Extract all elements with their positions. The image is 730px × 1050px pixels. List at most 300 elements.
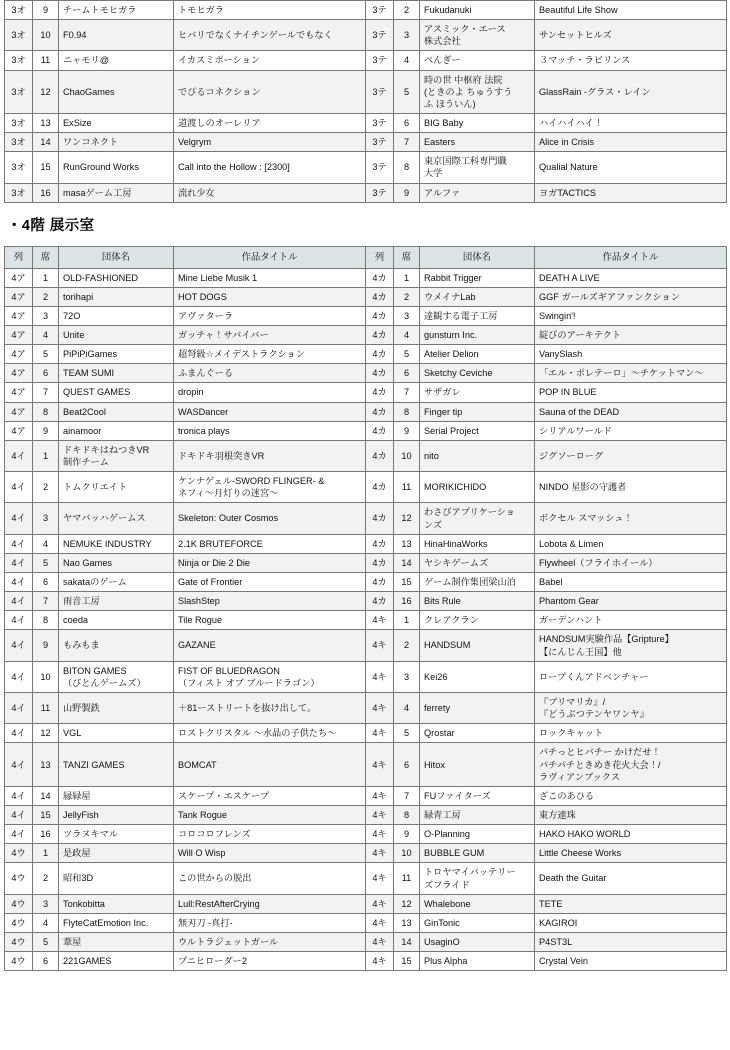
column-header-org-right: 団体名: [420, 247, 535, 268]
cell-org-left: Beat2Cool: [59, 402, 174, 421]
table-row: [5, 825, 727, 844]
cell-seat-right: 9: [394, 825, 420, 844]
cell-row-left: 4イ: [5, 805, 33, 824]
cell-title-left: アヴァターラ: [174, 306, 366, 325]
cell-org-left: トムクリエイト: [59, 472, 174, 503]
cell-org-left: NEMUKE INDUSTRY: [59, 534, 174, 553]
cell-row-left: 4イ: [5, 572, 33, 591]
cell-org-right: クレアクラン: [420, 611, 535, 630]
cell-seat-left: 10: [33, 661, 59, 692]
cell-row-right: 4カ: [366, 553, 394, 572]
cell-seat-right: 10: [394, 440, 420, 471]
cell-org-right: アルファ: [420, 183, 535, 202]
cell-row-left: 4ア: [5, 364, 33, 383]
cell-title-right: Babel: [535, 572, 727, 591]
cell-seat-right: 8: [394, 402, 420, 421]
cell-title-right: サンセットヒルズ: [535, 20, 727, 51]
cell-title-left: ウルトラジェットガール: [174, 932, 366, 951]
cell-seat-right: 6: [394, 743, 420, 786]
cell-org-left: Tonkobitta: [59, 894, 174, 913]
cell-seat-left: 12: [33, 724, 59, 743]
cell-org-right: gunsturn Inc.: [420, 326, 535, 345]
cell-title-right: Beautiful Life Show: [535, 1, 727, 20]
cell-title-left: 無刃刀 -真打-: [174, 913, 366, 932]
table-row: [5, 306, 727, 325]
cell-row-right: 4カ: [366, 503, 394, 534]
cell-row-left: 4ウ: [5, 932, 33, 951]
cell-row-right: 3テ: [366, 1, 394, 20]
cell-row-left: 3オ: [5, 51, 33, 70]
cell-title-right: ロープくんアドベンチャー: [535, 661, 727, 692]
cell-seat-left: 5: [33, 345, 59, 364]
cell-org-left: 昭和3D: [59, 863, 174, 894]
cell-org-left: ainamoor: [59, 421, 174, 440]
table-row: [5, 183, 727, 202]
cell-row-right: 4カ: [366, 592, 394, 611]
cell-row-right: 4キ: [366, 932, 394, 951]
cell-org-right: Easters: [420, 133, 535, 152]
cell-org-left: QUEST GAMES: [59, 383, 174, 402]
cell-row-right: 4キ: [366, 894, 394, 913]
cell-row-right: 4キ: [366, 724, 394, 743]
cell-row-left: 4ア: [5, 287, 33, 306]
section-spacer: [4, 203, 726, 219]
cell-seat-right: 13: [394, 913, 420, 932]
cell-org-right: HANDSUM: [420, 630, 535, 661]
cell-org-left: TEAM SUMI: [59, 364, 174, 383]
table-head-4f: [5, 247, 727, 268]
cell-seat-right: 16: [394, 592, 420, 611]
cell-seat-right: 15: [394, 572, 420, 591]
cell-title-right: ざこのあひる: [535, 786, 727, 805]
table-row: [5, 503, 727, 534]
cell-row-left: 4ア: [5, 306, 33, 325]
cell-row-left: 3オ: [5, 113, 33, 132]
cell-org-right: MORIKICHIDO: [420, 472, 535, 503]
cell-row-left: 4イ: [5, 553, 33, 572]
cell-seat-right: 3: [394, 661, 420, 692]
cell-title-left: Tile Rogue: [174, 611, 366, 630]
cell-seat-right: 14: [394, 932, 420, 951]
table-row: [5, 364, 727, 383]
cell-org-right: UsaginO: [420, 932, 535, 951]
column-header-title-left: 作品タイトル: [174, 247, 366, 268]
table-row: [5, 326, 727, 345]
table-row: [5, 805, 727, 824]
cell-row-right: 3テ: [366, 20, 394, 51]
cell-seat-right: 8: [394, 152, 420, 183]
cell-seat-left: 6: [33, 572, 59, 591]
cell-seat-left: 6: [33, 364, 59, 383]
cell-row-right: 4キ: [366, 952, 394, 971]
table-row: [5, 402, 727, 421]
cell-seat-right: 2: [394, 630, 420, 661]
cell-seat-right: 4: [394, 692, 420, 723]
cell-org-left: ドキドキはねつきVR 制作チーム: [59, 440, 174, 471]
cell-title-left: BOMCAT: [174, 743, 366, 786]
cell-title-left: Lull:RestAfterCrying: [174, 894, 366, 913]
cell-seat-right: 2: [394, 287, 420, 306]
cell-org-right: Serial Project: [420, 421, 535, 440]
cell-org-left: 是政屋: [59, 844, 174, 863]
cell-row-left: 4イ: [5, 440, 33, 471]
cell-seat-left: 2: [33, 863, 59, 894]
cell-row-left: 4イ: [5, 472, 33, 503]
cell-row-left: 3オ: [5, 1, 33, 20]
cell-title-right: ハイハイハイ！: [535, 113, 727, 132]
cell-row-left: 3オ: [5, 70, 33, 113]
cell-seat-left: 15: [33, 805, 59, 824]
cell-row-right: 3テ: [366, 133, 394, 152]
cell-org-right: Whalebone: [420, 894, 535, 913]
exhibitor-table-4f: [4, 246, 727, 971]
cell-org-left: Nao Games: [59, 553, 174, 572]
table-row: [5, 913, 727, 932]
column-header-org-left: 団体名: [59, 247, 174, 268]
cell-seat-right: 12: [394, 503, 420, 534]
cell-org-right: Atelier Delion: [420, 345, 535, 364]
cell-row-right: 4キ: [366, 786, 394, 805]
cell-seat-left: 9: [33, 421, 59, 440]
cell-seat-left: 9: [33, 1, 59, 20]
cell-title-left: 道渡しのオーレリア: [174, 113, 366, 132]
cell-row-left: 4イ: [5, 724, 33, 743]
cell-org-right: BIG Baby: [420, 113, 535, 132]
cell-seat-right: 7: [394, 133, 420, 152]
cell-seat-left: 5: [33, 932, 59, 951]
cell-title-right: 『プリマリカ』/ 『どうぶつテンヤワンヤ』: [535, 692, 727, 723]
cell-seat-left: 9: [33, 630, 59, 661]
cell-org-right: HinaHinaWorks: [420, 534, 535, 553]
cell-row-left: 3オ: [5, 20, 33, 51]
cell-org-left: 山野製鉄: [59, 692, 174, 723]
cell-title-left: 2.1K BRUTEFORCE: [174, 534, 366, 553]
table-row: [5, 133, 727, 152]
cell-title-left: ＋81ーストリートを抜け出して。: [174, 692, 366, 723]
cell-org-right: FUファイターズ: [420, 786, 535, 805]
cell-row-left: 4ウ: [5, 894, 33, 913]
cell-title-left: この世からの脱出: [174, 863, 366, 894]
cell-title-left: ヒバリでなくナイチンゲールでもなく: [174, 20, 366, 51]
cell-org-right: アスミック・エース 株式会社: [420, 20, 535, 51]
cell-org-left: 72O: [59, 306, 174, 325]
cell-row-right: 4キ: [366, 913, 394, 932]
table-row: [5, 287, 727, 306]
cell-org-right: Qrostar: [420, 724, 535, 743]
cell-org-right: ヤシキゲームズ: [420, 553, 535, 572]
cell-title-right: Lobota & Limen: [535, 534, 727, 553]
table-row: [5, 611, 727, 630]
cell-org-left: TANZI GAMES: [59, 743, 174, 786]
cell-seat-right: 8: [394, 805, 420, 824]
cell-row-left: 3オ: [5, 183, 33, 202]
cell-org-right: BUBBLE GUM: [420, 844, 535, 863]
cell-seat-left: 14: [33, 133, 59, 152]
cell-org-right: 達観する電子工房: [420, 306, 535, 325]
cell-seat-right: 4: [394, 51, 420, 70]
table-row: [5, 345, 727, 364]
cell-title-right: ジグソーローグ: [535, 440, 727, 471]
cell-seat-left: 12: [33, 70, 59, 113]
cell-row-left: 4イ: [5, 825, 33, 844]
exhibitor-table-3f: [4, 0, 727, 203]
cell-seat-right: 6: [394, 113, 420, 132]
table-row: [5, 630, 727, 661]
table-row: [5, 440, 727, 471]
cell-title-left: トモヒガラ: [174, 1, 366, 20]
cell-org-right: わさびアプリケーショ ンズ: [420, 503, 535, 534]
cell-org-left: 雨音工房: [59, 592, 174, 611]
cell-seat-right: 14: [394, 553, 420, 572]
cell-seat-right: 13: [394, 534, 420, 553]
cell-org-right: Kei26: [420, 661, 535, 692]
cell-title-right: NINDO 星影の守護者: [535, 472, 727, 503]
cell-seat-right: 3: [394, 20, 420, 51]
cell-seat-right: 2: [394, 1, 420, 20]
cell-org-left: 縁緑屋: [59, 786, 174, 805]
table-row: [5, 692, 727, 723]
column-header-seat-left: 席: [33, 247, 59, 268]
cell-title-right: 東方連珠: [535, 805, 727, 824]
table-row: [5, 472, 727, 503]
cell-seat-left: 1: [33, 268, 59, 287]
cell-org-right: Fukudanuki: [420, 1, 535, 20]
cell-title-right: 「エル・ポレテーロ」〜チケットマン〜: [535, 364, 727, 383]
cell-title-right: ガーデンハント: [535, 611, 727, 630]
cell-row-left: 4ア: [5, 345, 33, 364]
cell-title-left: Skeleton: Outer Cosmos: [174, 503, 366, 534]
cell-row-right: 4カ: [366, 268, 394, 287]
cell-org-left: Unite: [59, 326, 174, 345]
cell-org-right: Hitox: [420, 743, 535, 786]
cell-row-right: 4カ: [366, 383, 394, 402]
table-row: [5, 268, 727, 287]
cell-org-left: F0.94: [59, 20, 174, 51]
cell-title-right: ３マッチ・ラビリンス: [535, 51, 727, 70]
table-row: [5, 894, 727, 913]
cell-title-right: Alice in Crisis: [535, 133, 727, 152]
cell-title-right: ロックキャット: [535, 724, 727, 743]
cell-org-right: Plus Alpha: [420, 952, 535, 971]
cell-org-right: 緑青工房: [420, 805, 535, 824]
cell-seat-left: 1: [33, 844, 59, 863]
cell-org-left: 221GAMES: [59, 952, 174, 971]
cell-org-left: チームトモヒガラ: [59, 1, 174, 20]
cell-org-left: もみもま: [59, 630, 174, 661]
cell-seat-right: 7: [394, 383, 420, 402]
table-row: [5, 383, 727, 402]
cell-row-right: 4カ: [366, 534, 394, 553]
cell-title-left: ガッチャ！サバイバー: [174, 326, 366, 345]
cell-title-right: Swingin'!: [535, 306, 727, 325]
cell-row-right: 4カ: [366, 572, 394, 591]
cell-seat-right: 9: [394, 421, 420, 440]
table-row: [5, 592, 727, 611]
table-row: [5, 863, 727, 894]
cell-row-left: 4イ: [5, 786, 33, 805]
column-header-row-left: 列: [5, 247, 33, 268]
cell-row-right: 4キ: [366, 863, 394, 894]
cell-row-left: 4ア: [5, 268, 33, 287]
cell-row-left: 3オ: [5, 152, 33, 183]
column-header-title-right: 作品タイトル: [535, 247, 727, 268]
cell-row-right: 4カ: [366, 287, 394, 306]
cell-title-right: Death the Guitar: [535, 863, 727, 894]
cell-row-left: 4イ: [5, 661, 33, 692]
cell-org-left: 葦屋: [59, 932, 174, 951]
cell-row-left: 4ア: [5, 326, 33, 345]
cell-org-left: sakataのゲーム: [59, 572, 174, 591]
cell-seat-left: 7: [33, 592, 59, 611]
cell-row-right: 3テ: [366, 152, 394, 183]
cell-title-right: DEATH A LIVE: [535, 268, 727, 287]
cell-org-right: トロヤマイバッテリー ズフライド: [420, 863, 535, 894]
cell-row-right: 4キ: [366, 630, 394, 661]
cell-title-left: プニヒローダー2: [174, 952, 366, 971]
cell-row-right: 4カ: [366, 345, 394, 364]
cell-row-right: 3テ: [366, 70, 394, 113]
cell-title-left: イカスミポーション: [174, 51, 366, 70]
cell-title-right: TETE: [535, 894, 727, 913]
table-row: [5, 932, 727, 951]
cell-seat-right: 4: [394, 326, 420, 345]
cell-seat-left: 4: [33, 326, 59, 345]
cell-row-right: 4キ: [366, 805, 394, 824]
table-row: [5, 421, 727, 440]
cell-row-right: 4キ: [366, 844, 394, 863]
cell-seat-right: 5: [394, 345, 420, 364]
cell-org-right: ウメイナLab: [420, 287, 535, 306]
cell-title-left: Ninja or Die 2 Die: [174, 553, 366, 572]
table-row: [5, 70, 727, 113]
cell-seat-left: 6: [33, 952, 59, 971]
column-header-row-right: 列: [366, 247, 394, 268]
cell-seat-left: 16: [33, 183, 59, 202]
cell-title-right: Qualial Nature: [535, 152, 727, 183]
cell-title-right: パチっとヒバチー かけだせ！ パチパチときめき花火大会！/ ラヴィアンブックス: [535, 743, 727, 786]
header-row: [5, 247, 727, 268]
cell-org-left: BITON GAMES （びとんゲームズ）: [59, 661, 174, 692]
cell-org-left: ニャモリ@: [59, 51, 174, 70]
cell-title-left: dropin: [174, 383, 366, 402]
cell-seat-right: 11: [394, 863, 420, 894]
cell-row-left: 4イ: [5, 611, 33, 630]
table-row: [5, 724, 727, 743]
cell-title-left: 流れ少女: [174, 183, 366, 202]
cell-title-right: 綻びのアーキテクト: [535, 326, 727, 345]
cell-title-right: P4ST3L: [535, 932, 727, 951]
cell-org-right: ぺんぎー: [420, 51, 535, 70]
cell-title-right: Sauna of the DEAD: [535, 402, 727, 421]
cell-org-right: ゲーム制作集団梁山泊: [420, 572, 535, 591]
cell-org-left: RunGround Works: [59, 152, 174, 183]
table-body-4f: [5, 268, 727, 971]
cell-title-left: Tank Rogue: [174, 805, 366, 824]
cell-seat-right: 6: [394, 364, 420, 383]
table-row: [5, 743, 727, 786]
cell-row-left: 4ウ: [5, 844, 33, 863]
cell-org-left: coeda: [59, 611, 174, 630]
cell-row-left: 4イ: [5, 630, 33, 661]
cell-title-left: ふまんぐーる: [174, 364, 366, 383]
table-row: [5, 113, 727, 132]
cell-seat-right: 1: [394, 268, 420, 287]
cell-title-left: Velgrym: [174, 133, 366, 152]
cell-title-left: SlashStep: [174, 592, 366, 611]
cell-title-left: ケンナゲェル-SWORD FLINGER- & ネフィ〜月灯りの迷宮〜: [174, 472, 366, 503]
cell-org-left: PiPiPiGames: [59, 345, 174, 364]
cell-org-left: ChaoGames: [59, 70, 174, 113]
cell-title-right: HANDSUM実験作品【Gripture】 【にんじん王国】他: [535, 630, 727, 661]
cell-row-right: 4カ: [366, 402, 394, 421]
cell-row-right: 4キ: [366, 743, 394, 786]
cell-title-left: ドキドキ羽根突きVR: [174, 440, 366, 471]
cell-title-left: Call into the Hollow : [2300]: [174, 152, 366, 183]
cell-org-left: ワンコネクト: [59, 133, 174, 152]
section-heading-4f: ・4階 展示室: [7, 217, 95, 234]
cell-org-right: 時の世 中枢府 法院 (ときのよ ちゅうすう ふ ほういん): [420, 70, 535, 113]
cell-seat-left: 7: [33, 383, 59, 402]
cell-title-right: シリアルワールド: [535, 421, 727, 440]
cell-row-right: 4カ: [366, 326, 394, 345]
cell-seat-left: 4: [33, 534, 59, 553]
table-row: [5, 152, 727, 183]
cell-row-right: 4キ: [366, 825, 394, 844]
cell-org-right: サザガレ: [420, 383, 535, 402]
cell-title-left: 超弩級☆メイデストラクション: [174, 345, 366, 364]
cell-title-left: でぴるコネクション: [174, 70, 366, 113]
cell-row-left: 4イ: [5, 592, 33, 611]
cell-org-right: nito: [420, 440, 535, 471]
cell-title-left: Mine Liebe Musik 1: [174, 268, 366, 287]
cell-row-left: 3オ: [5, 133, 33, 152]
cell-org-left: JellyFish: [59, 805, 174, 824]
cell-seat-left: 13: [33, 113, 59, 132]
cell-row-right: 3テ: [366, 183, 394, 202]
cell-title-right: GlassRain -グラス・レイン: [535, 70, 727, 113]
cell-seat-right: 11: [394, 472, 420, 503]
cell-seat-left: 14: [33, 786, 59, 805]
cell-org-right: GinTonic: [420, 913, 535, 932]
cell-title-right: ヨガTACTICS: [535, 183, 727, 202]
cell-org-right: Sketchy Ceviche: [420, 364, 535, 383]
cell-title-right: Crystal Vein: [535, 952, 727, 971]
cell-org-right: O-Planning: [420, 825, 535, 844]
cell-seat-left: 11: [33, 692, 59, 723]
cell-title-left: GAZANE: [174, 630, 366, 661]
cell-seat-left: 16: [33, 825, 59, 844]
cell-title-left: ロストクリスタル 〜水晶の子供たち〜: [174, 724, 366, 743]
table-row: [5, 553, 727, 572]
cell-seat-right: 5: [394, 724, 420, 743]
cell-seat-left: 1: [33, 440, 59, 471]
cell-row-right: 4キ: [366, 661, 394, 692]
table-row: [5, 1, 727, 20]
cell-seat-left: 10: [33, 20, 59, 51]
cell-org-left: ヤマバッハゲームス: [59, 503, 174, 534]
cell-row-right: 4キ: [366, 611, 394, 630]
cell-title-right: VanySlash: [535, 345, 727, 364]
cell-title-left: Gate of Frontier: [174, 572, 366, 591]
cell-seat-right: 7: [394, 786, 420, 805]
table-row: [5, 572, 727, 591]
cell-seat-right: 10: [394, 844, 420, 863]
cell-org-left: ツラヌキマル: [59, 825, 174, 844]
cell-row-right: 3テ: [366, 113, 394, 132]
table-row: [5, 51, 727, 70]
cell-org-left: masaゲーム工房: [59, 183, 174, 202]
table-body-3f: [5, 1, 727, 203]
